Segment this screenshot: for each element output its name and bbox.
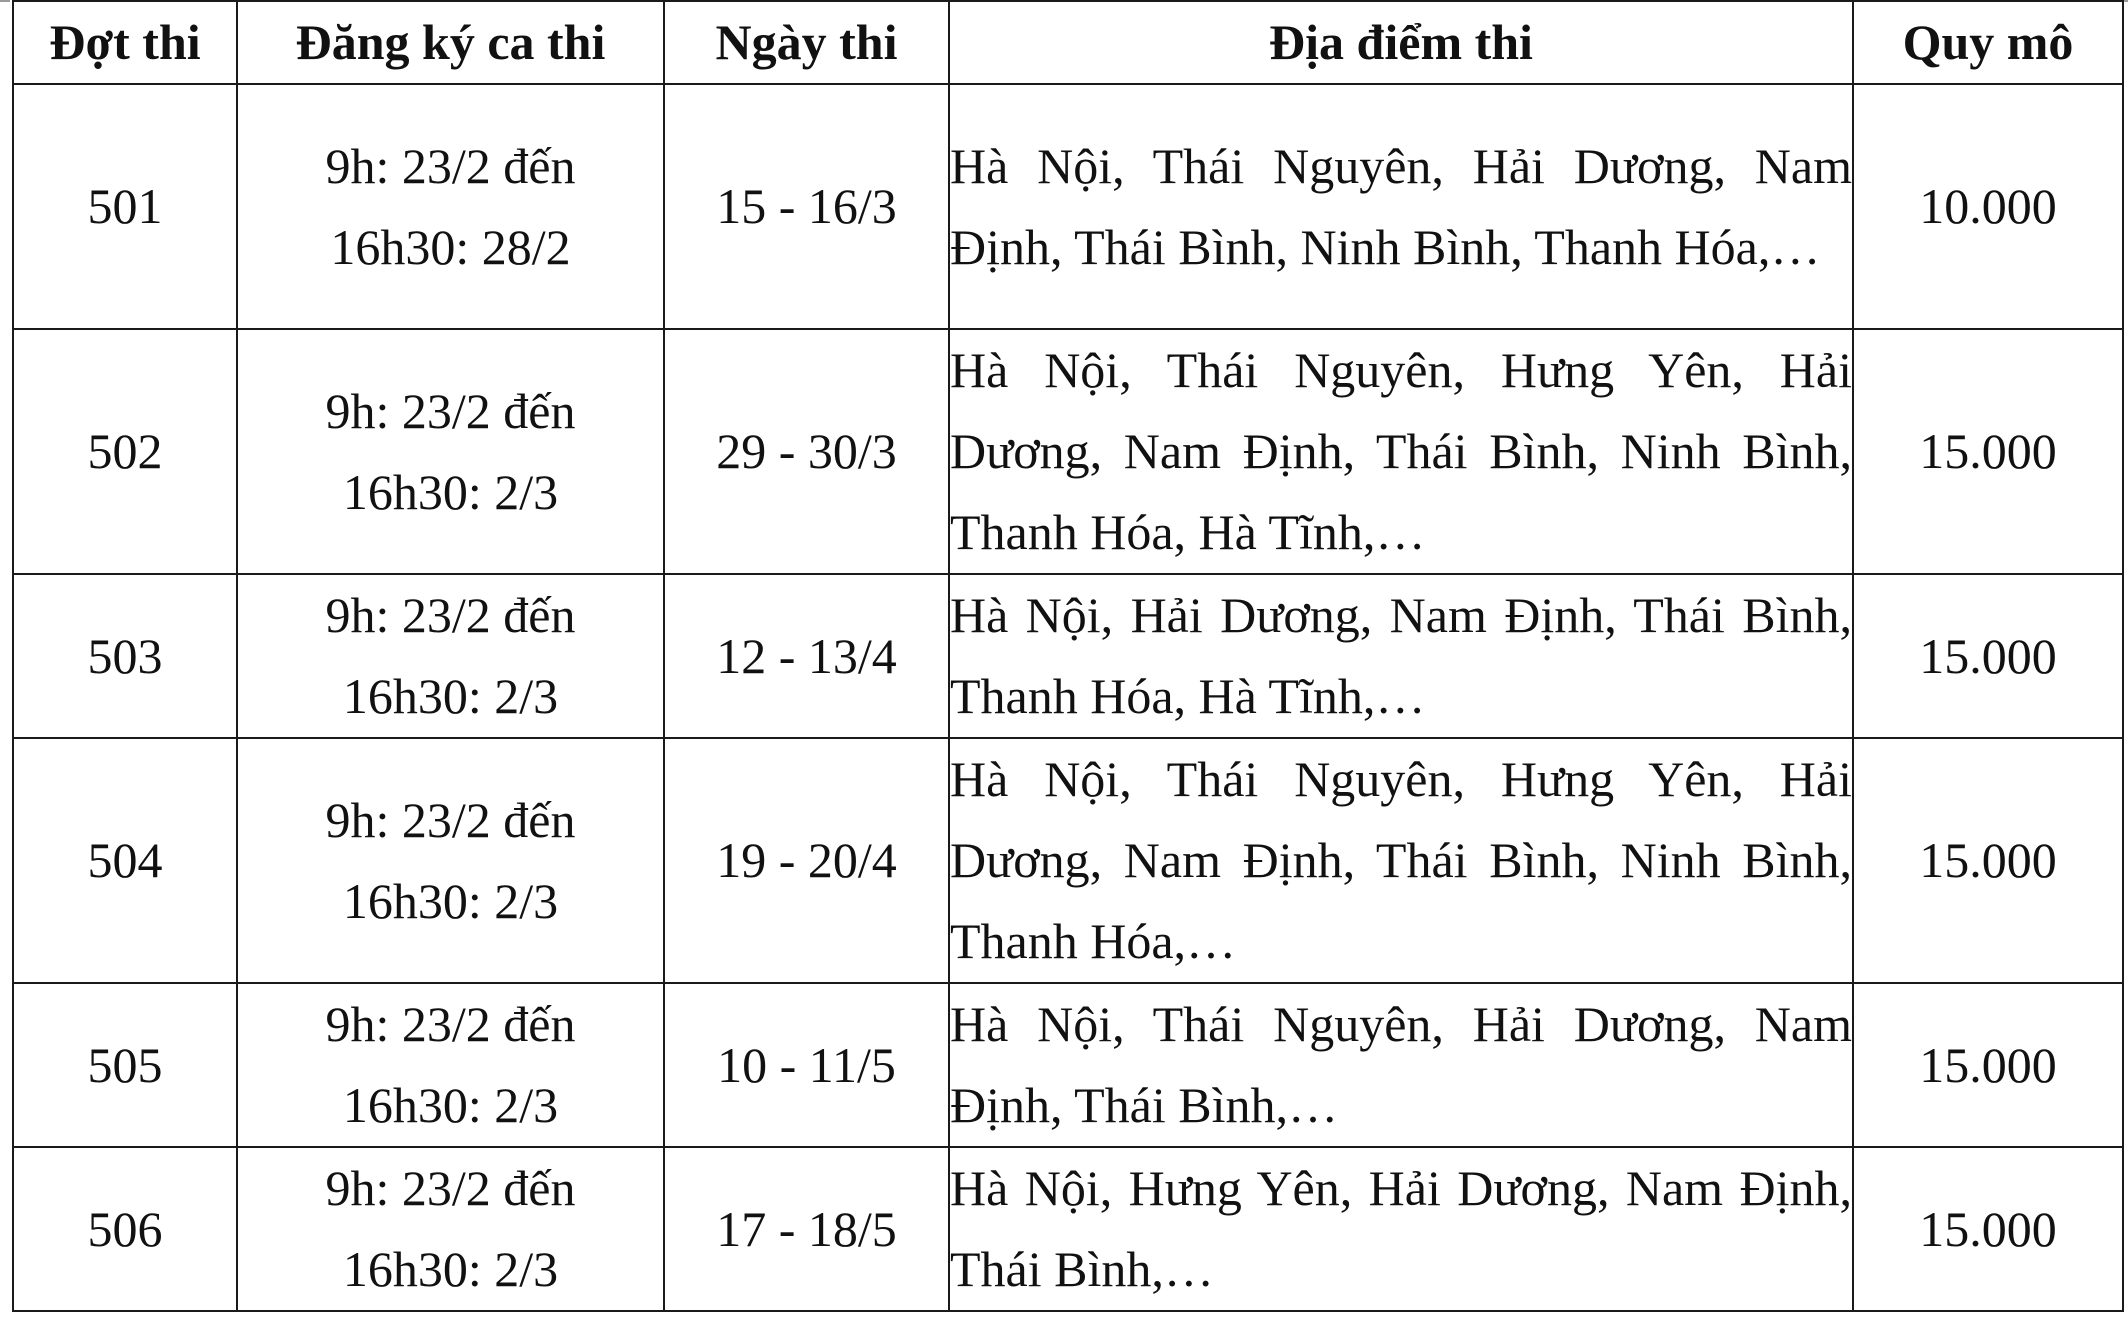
cell-scale: 15.000 bbox=[1853, 329, 2123, 574]
cell-exam-date: 15 - 16/3 bbox=[664, 84, 949, 329]
cell-location: Hà Nội, Hưng Yên, Hải Dương, Nam Định, Thái Bình,… bbox=[949, 1147, 1853, 1311]
registration-end: 16h30: 2/3 bbox=[342, 463, 559, 520]
cell-round: 506 bbox=[13, 1147, 237, 1311]
header-round: Đợt thi bbox=[13, 1, 237, 84]
table-row bbox=[13, 84, 2123, 329]
header-exam-date: Ngày thi bbox=[664, 1, 949, 84]
cell-scale: 15.000 bbox=[1853, 738, 2123, 983]
cell-registration bbox=[237, 329, 664, 574]
cell-scale: 10.000 bbox=[1853, 84, 2123, 329]
cell-round: 501 bbox=[13, 84, 237, 329]
registration-start: 9h: 23/2 đến bbox=[325, 791, 576, 848]
registration-start: 9h: 23/2 đến bbox=[325, 1160, 576, 1216]
registration-end: 16h30: 2/3 bbox=[342, 1241, 559, 1297]
cell-location: Hà Nội, Thái Nguyên, Hưng Yên, Hải Dương, Nam Định, Thái Bình, Ninh Bình, Thanh Hóa,… bbox=[949, 738, 1853, 983]
cell-exam-date: 29 - 30/3 bbox=[664, 329, 949, 574]
cell-registration bbox=[237, 574, 664, 738]
page-corner-mark bbox=[0, 0, 10, 2]
cell-registration bbox=[237, 983, 664, 1147]
registration-end: 16h30: 2/3 bbox=[342, 1077, 559, 1133]
cell-scale: 15.000 bbox=[1853, 983, 2123, 1147]
registration-start: 9h: 23/2 đến bbox=[325, 382, 576, 439]
cell-location: Hà Nội, Thái Nguyên, Hưng Yên, Hải Dương, Nam Định, Thái Bình, Ninh Bình, Thanh Hóa, Hà Tĩnh,… bbox=[949, 329, 1853, 574]
cell-round: 505 bbox=[13, 983, 237, 1147]
cell-registration bbox=[237, 1147, 664, 1311]
header-scale: Quy mô bbox=[1853, 1, 2123, 84]
table-row bbox=[13, 574, 2123, 738]
exam-schedule-table bbox=[12, 0, 2124, 1312]
table-row bbox=[13, 983, 2123, 1147]
table-row bbox=[13, 738, 2123, 983]
header-registration: Đăng ký ca thi bbox=[237, 1, 664, 84]
cell-exam-date: 17 - 18/5 bbox=[664, 1147, 949, 1311]
registration-start: 9h: 23/2 đến bbox=[325, 996, 576, 1052]
registration-end: 16h30: 2/3 bbox=[342, 668, 559, 724]
table-row bbox=[13, 329, 2123, 574]
cell-round: 504 bbox=[13, 738, 237, 983]
table-row bbox=[13, 1147, 2123, 1311]
registration-end: 16h30: 2/3 bbox=[342, 872, 559, 929]
cell-location: Hà Nội, Thái Nguyên, Hải Dương, Nam Định, Thái Bình, Ninh Bình, Thanh Hóa,… bbox=[949, 84, 1853, 329]
header-location: Địa điểm thi bbox=[949, 1, 1853, 84]
registration-start: 9h: 23/2 đến bbox=[325, 137, 576, 194]
cell-exam-date: 19 - 20/4 bbox=[664, 738, 949, 983]
cell-round: 503 bbox=[13, 574, 237, 738]
cell-exam-date: 12 - 13/4 bbox=[664, 574, 949, 738]
cell-location: Hà Nội, Hải Dương, Nam Định, Thái Bình, Thanh Hóa, Hà Tĩnh,… bbox=[949, 574, 1853, 738]
cell-registration bbox=[237, 84, 664, 329]
table-header-row bbox=[13, 1, 2123, 84]
cell-scale: 15.000 bbox=[1853, 1147, 2123, 1311]
cell-round: 502 bbox=[13, 329, 237, 574]
cell-location: Hà Nội, Thái Nguyên, Hải Dương, Nam Định, Thái Bình,… bbox=[949, 983, 1853, 1147]
registration-end: 16h30: 28/2 bbox=[330, 218, 571, 275]
cell-scale: 15.000 bbox=[1853, 574, 2123, 738]
registration-start: 9h: 23/2 đến bbox=[325, 587, 576, 643]
cell-registration bbox=[237, 738, 664, 983]
cell-exam-date: 10 - 11/5 bbox=[664, 983, 949, 1147]
